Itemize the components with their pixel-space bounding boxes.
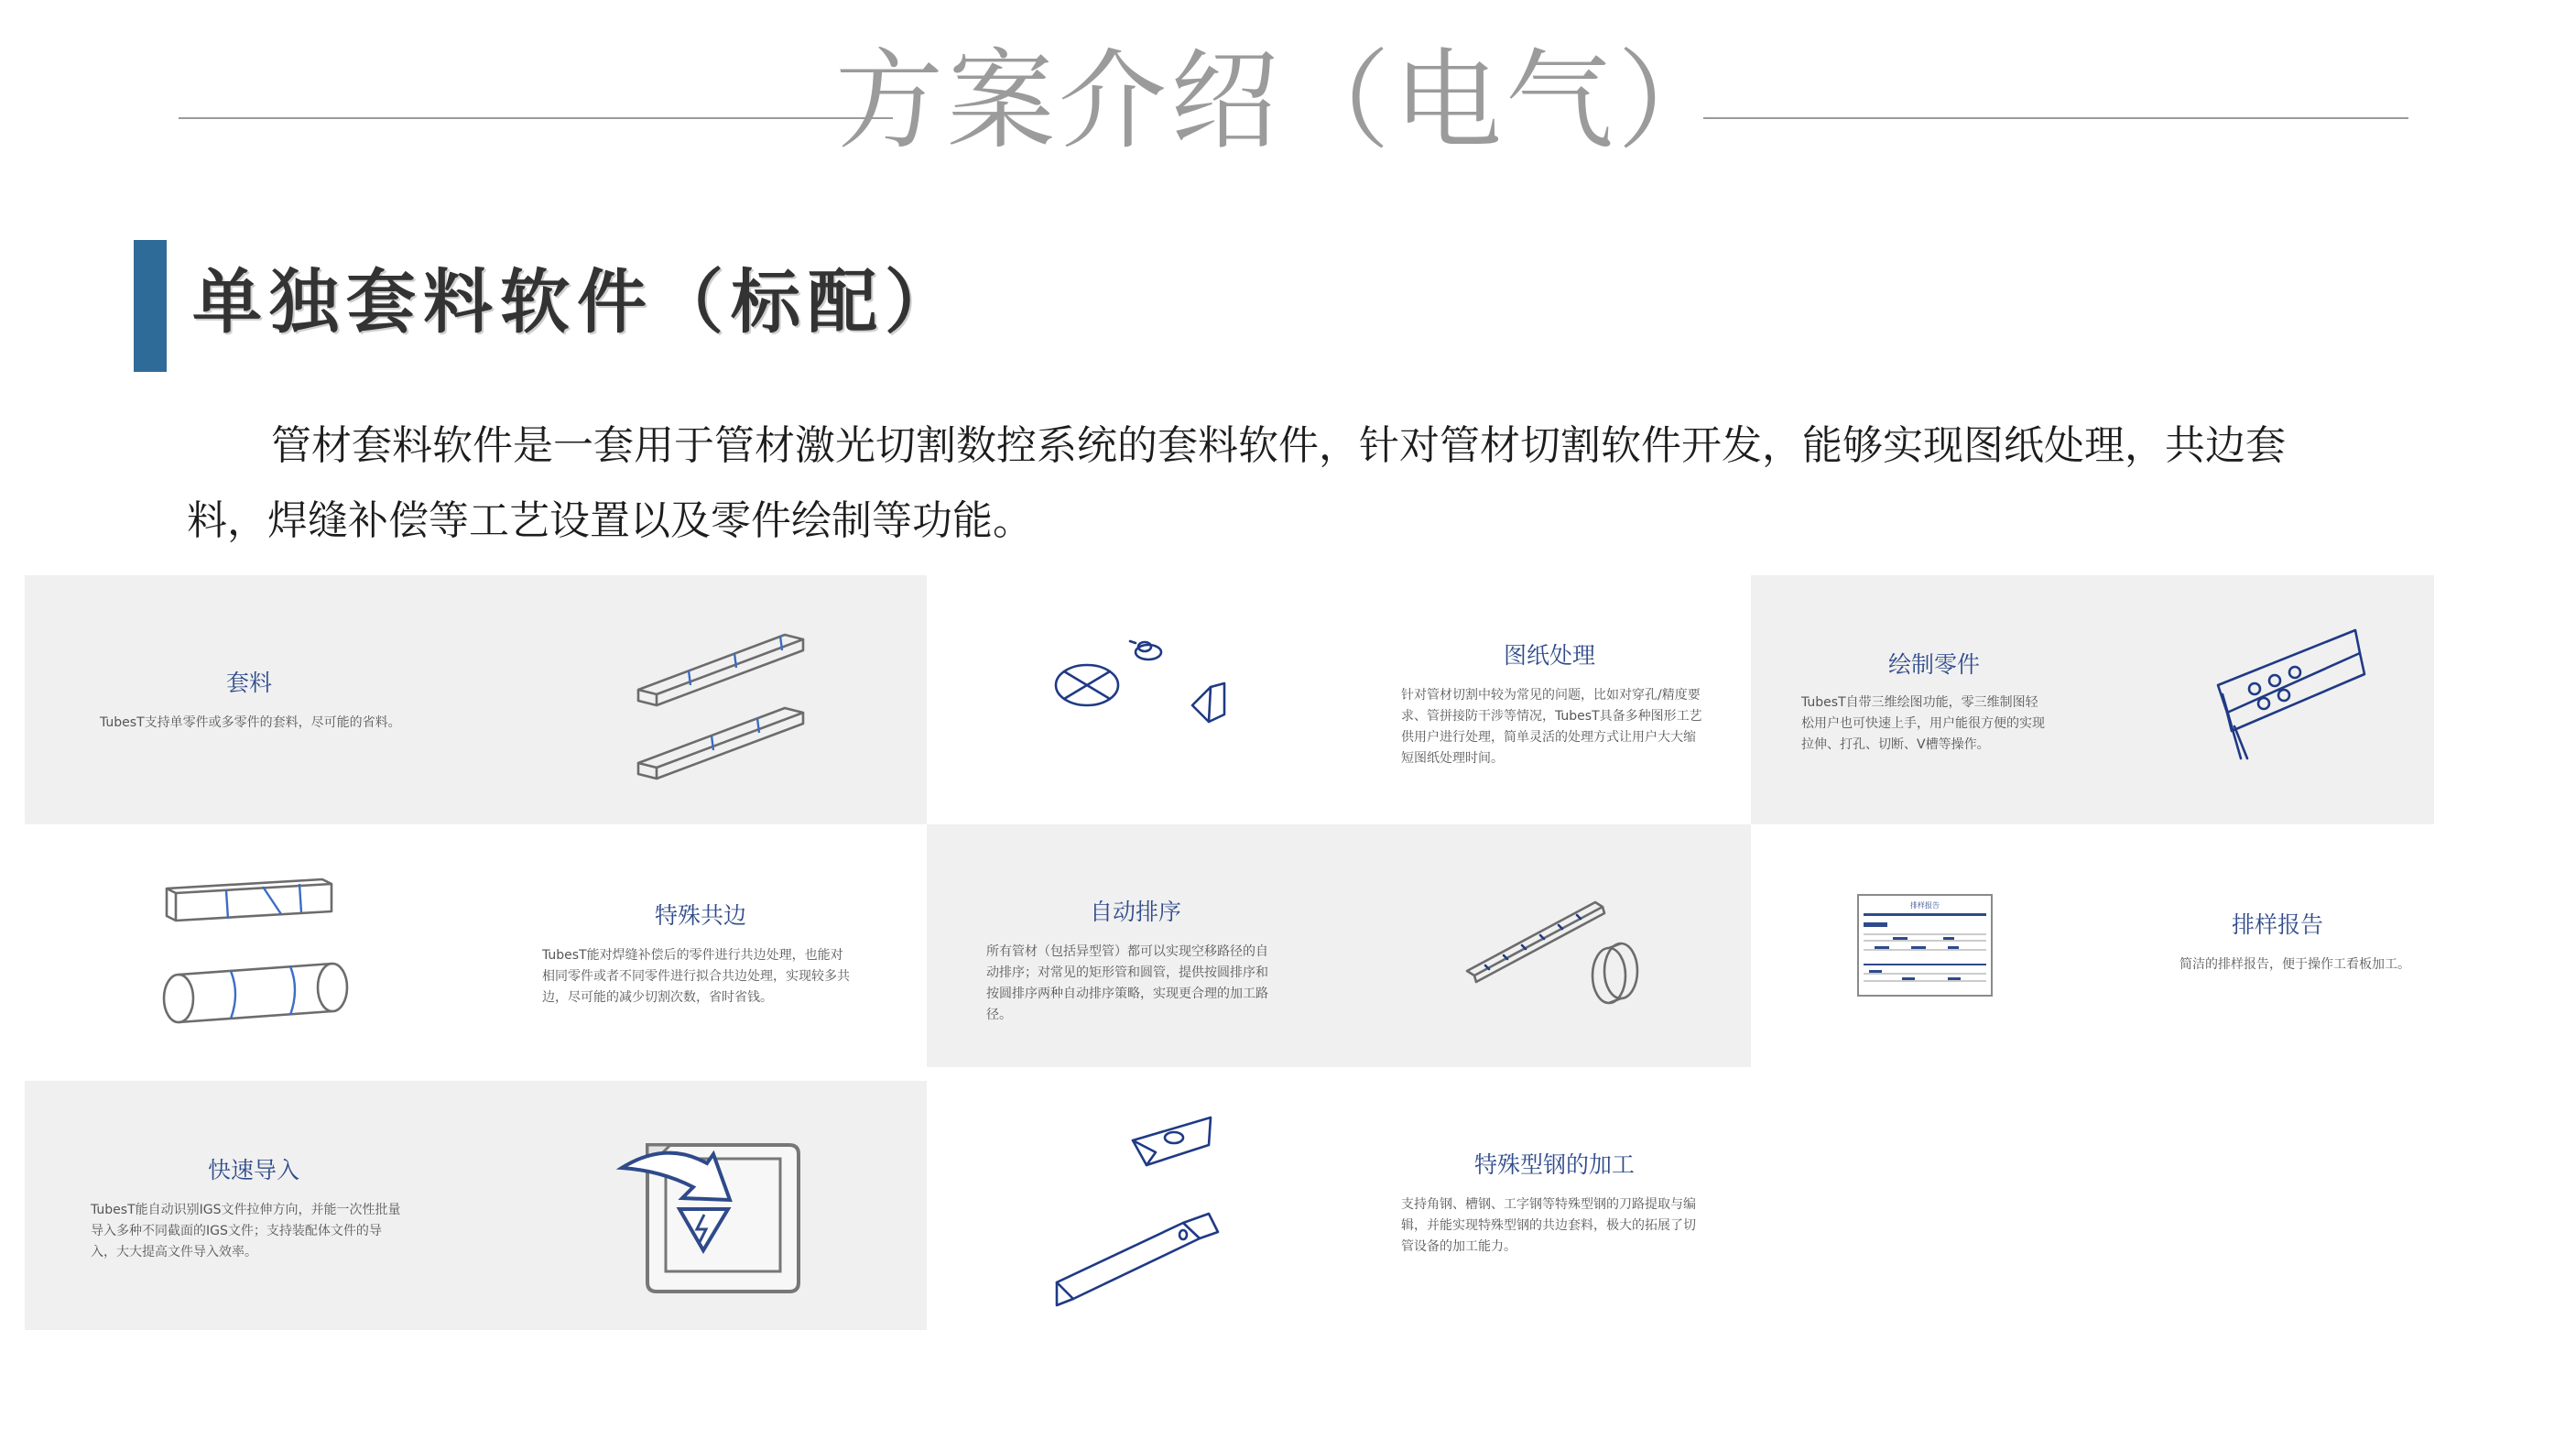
panel-desc: 针对管材切割中较为常见的问题，比如对穿孔/精度要求、管拼接防干涉等情况，TubesT具备多种图形工艺供用户进行处理，简单灵活的处理方式让用户大大缩短图纸处理时间。 — [1401, 688, 1702, 766]
panel-common-edge — [25, 824, 927, 1074]
panel-desc: TubesT能自动识别IGS文件拉伸方向，并能一次性批量导入多种不同截面的IGS文件；支持装配体文件的导入，大大提高文件导入效率。 — [91, 1203, 401, 1259]
panel-desc: 简洁的排样报告，便于操作工看板加工。 — [2179, 957, 2410, 972]
quick-import-icon — [611, 1127, 812, 1301]
panel-title: 排样报告 — [2232, 911, 2324, 938]
panel-title: 图纸处理 — [1504, 642, 1596, 669]
panel-title: 特殊型钢的加工 — [1474, 1151, 1636, 1178]
panel-special-steel — [927, 1081, 1751, 1330]
panel-layout-report — [1751, 824, 2434, 1074]
drawing-process-icon — [1046, 630, 1302, 786]
intro-paragraph: 管材套料软件是一套用于管材激光切割数控系统的套料软件，针对管材切割软件开发，能够实现图纸处理，共边套料，焊缝补偿等工艺设置以及零件绘制等功能。 — [187, 422, 2286, 544]
draw-part-icon — [2200, 612, 2383, 786]
panel-title: 绘制零件 — [1888, 651, 1981, 678]
section-accent-bar — [134, 240, 167, 372]
panel-auto-sort — [927, 824, 1751, 1067]
report-preview-header: 排样报告 — [1910, 901, 1940, 910]
title-rule-left — [179, 117, 893, 119]
common-edge-icon — [153, 870, 409, 1053]
section-title: 单独套料软件（标配） — [192, 261, 962, 343]
panel-desc: TubesT支持单零件或多零件的套料，尽可能的省料。 — [100, 715, 401, 730]
panel-desc: 所有管材（包括异型管）都可以实现空移路径的自动排序；对常见的矩形管和圆管，提供按圆排序和按圆排序两种自动排序策略，实现更合理的加工路径。 — [986, 944, 1268, 1022]
layout-report-icon — [1856, 893, 1994, 998]
auto-sort-icon — [1458, 889, 1659, 1026]
special-steel-icon — [1046, 1099, 1284, 1310]
panel-title: 特殊共边 — [655, 902, 747, 929]
nested-tubes-icon — [602, 607, 831, 790]
panel-desc: 支持角钢、槽钢、工字钢等特殊型钢的刀路提取与编辑，并能实现特殊型钢的共边套料，极大的拓展了切管设备的加工能力。 — [1401, 1197, 1696, 1254]
panel-desc: TubesT能对焊缝补偿后的零件进行共边处理，也能对相同零件或者不同零件进行拟合共边处理，实现较多共边，尽可能的减少切割次数，省时省钱。 — [542, 948, 850, 1005]
panel-quick-import — [25, 1081, 927, 1330]
panel-drawing — [927, 575, 1751, 824]
panel-desc: TubesT自带三维绘图功能，零三维制图轻松用户也可快速上手，用户能很方便的实现拉伸、打孔、切断、V槽等操作。 — [1801, 695, 2045, 752]
panel-title: 自动排序 — [1090, 899, 1182, 925]
panel-nesting — [25, 575, 927, 824]
page-title: 方案介绍（电气） — [834, 38, 1729, 164]
panel-draw-part — [1751, 575, 2434, 824]
panel-title: 套料 — [226, 670, 273, 696]
title-rule-right — [1703, 117, 2408, 119]
panel-title: 快速导入 — [208, 1157, 300, 1183]
